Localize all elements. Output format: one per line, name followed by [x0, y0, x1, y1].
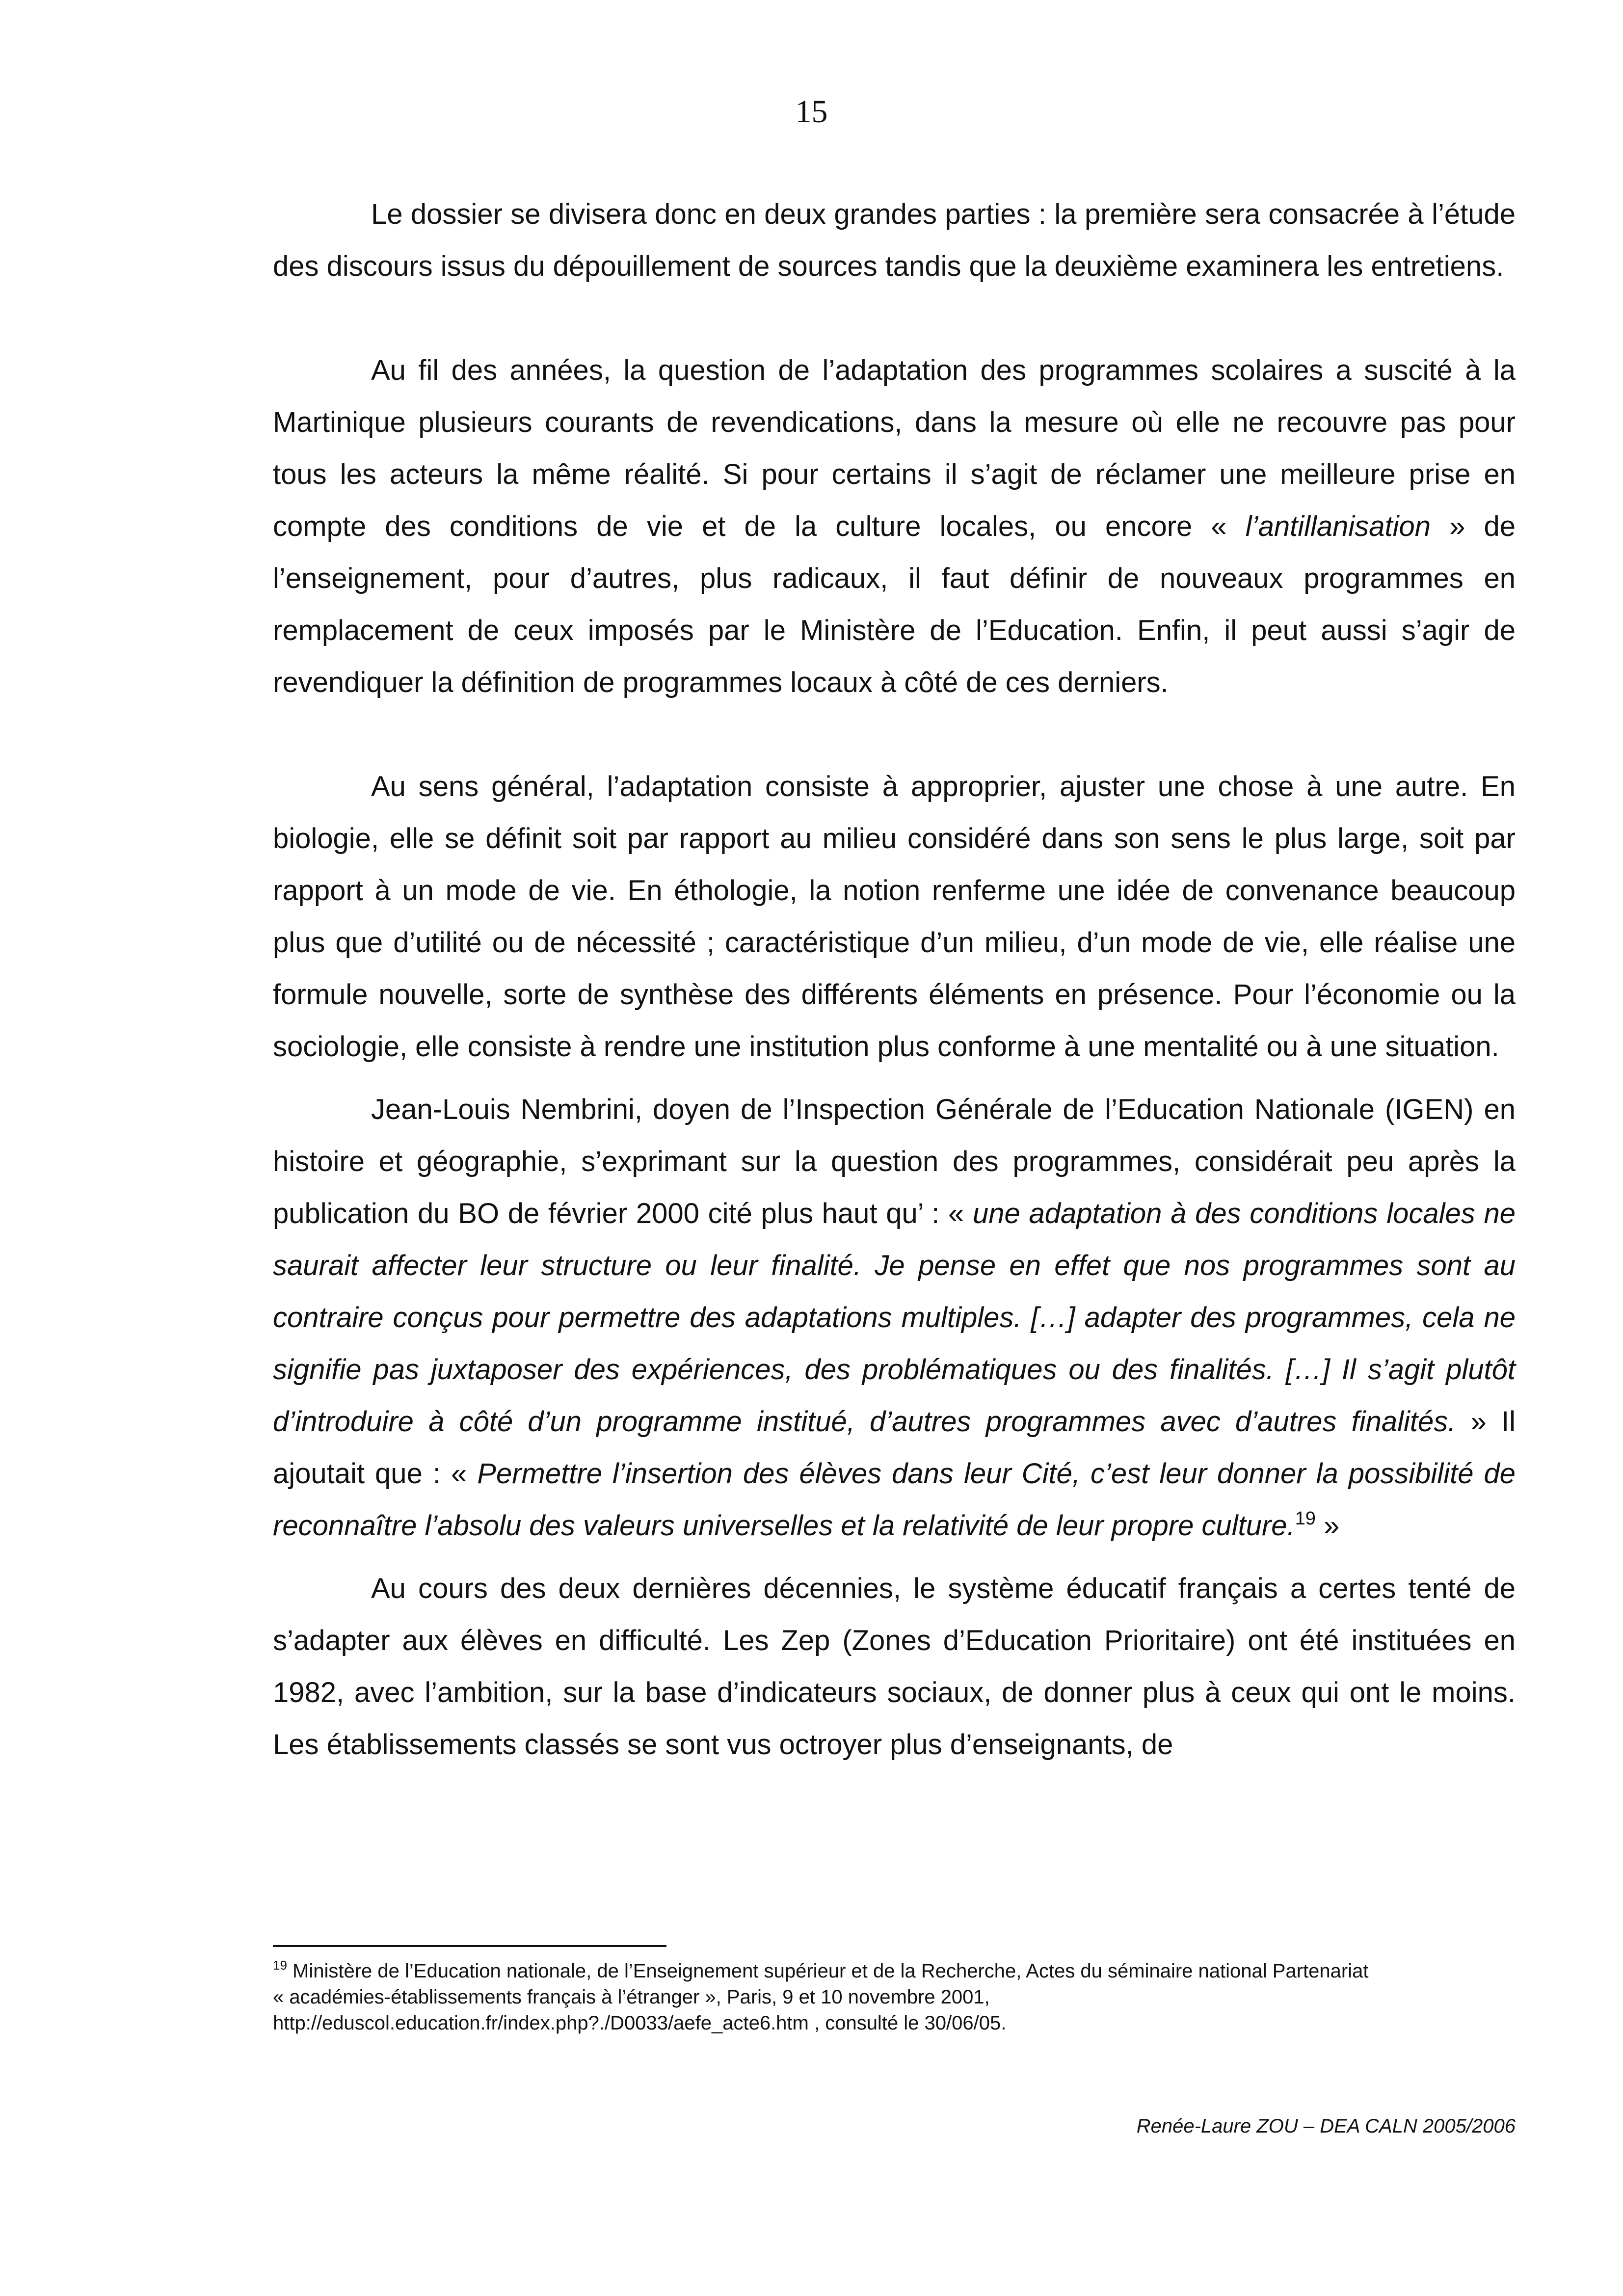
page-number: 15 — [795, 94, 828, 130]
paragraph-revendications — [273, 345, 1516, 709]
footnote-line — [273, 1958, 1516, 1984]
footnote — [273, 1958, 1516, 2036]
footnote-url[interactable]: http://eduscol.education.fr/index.php?./D0033/aefe_acte6.htm , consulté le 30/06/05. — [273, 2012, 1007, 2034]
quotation: Permettre l’insertion des élèves dans leur Cité, c’est leur donner la possibilité de reconnaître l’absolu des valeurs universelles et la relativité de leur propre culture. — [273, 1458, 1516, 1542]
paragraph-zep: Au cours des deux dernières décennies, le système éducatif français a certes tenté de s’adapter aux élèves en difficulté. Les Zep (Zones d’Education Prioritaire) ont été instituées en 1982, avec l’ambition, sur la base d’indicateurs sociaux, de donner plus à ceux qui ont le moins. Les établissements classés se sont vus octroyer plus d’enseignants, de — [273, 1573, 1516, 1761]
paragraph-plan: Le dossier se divisera donc en deux grandes parties : la première sera consacrée à l’étude des discours issus du dépouillement de sources tandis que la deuxième examinera les entretiens. — [273, 198, 1516, 282]
paragraph-text: » Il ajoutait que : « — [273, 1406, 1516, 1490]
paragraph-nembrini — [273, 1084, 1516, 1552]
paragraph-text: Au fil des années, la question de l’adaptation des programmes scolaires a suscité à la Martinique plusieurs courants de revendications, dans la mesure où elle ne recouvre pas pour tous les acteurs la même réalité. Si pour certains il s’agit de réclamer une meilleure prise en compte des conditions de vie et de la culture locales, ou encore « — [273, 354, 1516, 542]
footnote-number: 19 — [273, 1958, 287, 1973]
footnote-text: Ministère de l’Education nationale, de l’Enseignement supérieur et de la Recherche, Actes du séminaire national Partenariat — [287, 1960, 1369, 1982]
paragraph-definition: Au sens général, l’adaptation consiste à approprier, ajuster une chose à une autre. En biologie, elle se définit soit par rapport au milieu considéré dans son sens le plus large, soit par rapport à un mode de vie. En éthologie, la notion renferme une idée de convenance beaucoup plus que d’utilité ou de nécessité ; caractéristique d’un milieu, d’un mode de vie, elle réalise une formule nouvelle, sorte de synthèse des différents éléments en présence. Pour l’économie ou la sociologie, elle consiste à rendre une institution plus conforme à une mentalité ou à une situation. — [273, 771, 1516, 1063]
paragraph-text: » — [1315, 1510, 1340, 1542]
document-body — [273, 188, 1516, 1771]
paragraph-text: » de l’enseignement, pour d’autres, plus radicaux, il faut définir de nouveaux programmes en remplacement de ceux imposés par le Ministère de l’Education. Enfin, il peut aussi s’agir de revendiquer la définition de programmes locaux à côté de ces derniers. — [273, 510, 1516, 698]
quotation: une adaptation à des conditions locales ne saurait affecter leur structure ou leur finalité. Je pense en effet que nos programmes sont au contraire conçus pour permettre des adaptations multiples. […] adapter des programmes, cela ne signifie pas juxtaposer des expériences, des problématiques ou des finalités. […] Il s’agit plutôt d’introduire à côté d’un programme institué, d’autres programmes avec d’autres finalités. — [273, 1198, 1516, 1438]
footnote-line: « académies-établissements français à l’étranger », Paris, 9 et 10 novembre 2001, — [273, 1986, 990, 2008]
paragraph-text: Jean-Louis Nembrini, doyen de l’Inspection Générale de l’Education Nationale (IGEN) en histoire et géographie, s’exprimant sur la question des programmes, considérait peu après la publication du BO de février 2000 cité plus haut qu’ : « — [273, 1094, 1516, 1229]
page-footer: Renée-Laure ZOU – DEA CALN 2005/2006 — [1136, 2115, 1516, 2137]
italic-term: l’antillanisation — [1245, 510, 1431, 542]
footnote-reference[interactable]: 19 — [1295, 1508, 1316, 1529]
footnote-separator — [273, 1945, 666, 1947]
